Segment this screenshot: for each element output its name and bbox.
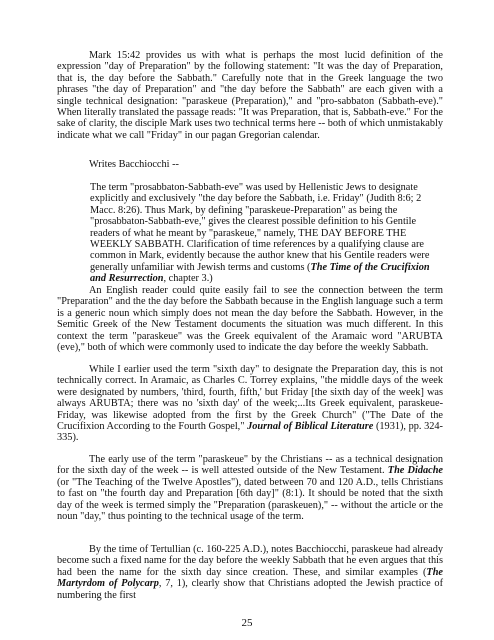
paragraph-tertullian bbox=[57, 544, 443, 601]
tertullian-text-a: By the time of Tertullian (c. 160-225 A.D.), notes Bacchiocchi, paraskeue had already become such a fixed name for the day before the weekly Sabbath that he even argues that this had been the name for the sixth day since creation. These, and similar examples ( bbox=[57, 544, 443, 578]
didache-text-a: The early use of the term "paraskeue" by the Christians -- as a technical designation for the sixth day of the week -- is well attested outside of the New Testament. bbox=[57, 454, 443, 477]
tertullian-text-b: , 7, 1), clearly show that Christians adopted the Jewish practice of numbering the first bbox=[57, 578, 444, 601]
paragraph-torrey bbox=[57, 364, 443, 444]
torrey-citation-tail: (1931), pp. 324-335). bbox=[57, 421, 443, 444]
paragraph-mark-definition: Mark 15:42 provides us with what is perhaps the most lucid definition of the expression "day of Preparation" by the following statement: "It was the day of Preparation, that is, the day before the Sabbath." Carefully note that in the Greek language the two phrases "the day of Preparation" and "the day before the Sabbath" are each given with a single technical designation: "paraskeue (Preparation)," and "pro-sabbaton (Sabbath-eve)." When literally translated the passage reads: "It was Preparation, that is, Sabbath-eve." For the sake of clarity, the disciple Mark uses two technical terms here -- both of which unmistakably indicate what we call "Friday" in our pagan Gregorian calendar. bbox=[57, 50, 443, 141]
quote-citation-tail: , chapter 3.) bbox=[163, 273, 213, 285]
block-quote-bacchiocchi bbox=[90, 182, 443, 285]
quote-text: The term "prosabbaton-Sabbath-eve" was used by Hellenistic Jews to designate explicitly and exclusively "the day before the Sabbath, i.e. Friday" (Judith 8:6; 2 Macc. 8:26). Thus Mark, by defining "paraskeue-Preparation" as being the "prosabbaton-Sabbath-eve," gives the clearest possible definition to his Gentile readers of what he meant by "paraskeue," namely, THE DAY BEFORE THE WEEKLY SABBATH. Clarification of time references by a qualifying clause are common in Mark, evidently because the author knew that his Gentile readers were generally unfamiliar with Jewish terms and customs ( bbox=[90, 182, 430, 273]
journal-title: Journal of Biblical Literature bbox=[247, 421, 374, 433]
martyrdom-title: The Martyrdom of Polycarp bbox=[57, 566, 443, 590]
paragraph-english-reader: An English reader could quite easily fail to see the connection between the term "Preparation" and the the day before the Sabbath because in the English language such a term is a generic noun which simply does not mean the day before the Sabbath. However, in the Semitic Greek of the New Testament documents the situation was much different. In this context the term "paraskeue" was the Greek equivalent of the Aramaic word "ARUBTA (eve)," both of which were commonly used to indicate the day before the weekly Sabbath. bbox=[57, 285, 443, 354]
torrey-text: While I earlier used the term "sixth day" to designate the Preparation day, this is not technically correct. In Aramaic, as Charles C. Torrey explains, "the middle days of the week were designated by numbers, 'third, fourth, fifth,' but Friday [the sixth day of the week] was always ARUBTA; there was no 'sixth day' of the week;...Its Greek equivalent, paraskeue-Friday, was likewise adopted from the first by the Greek Church" ("The Date of the Crucifixion According to the Fourth Gospel," bbox=[57, 364, 443, 433]
didache-text-b: (or "The Teaching of the Twelve Apostles"), dated between 70 and 120 A.D., tells Christians to fast on "the fourth day and Preparation [6th day]" (8:1). It should be noted that the sixth day of the week is termed simply the "Preparation (paraskeuen)," -- without the article or the noun "day," thus pointing to the technical usage of the term. bbox=[57, 476, 443, 523]
paragraph-didache bbox=[57, 454, 443, 522]
didache-title: The Didache bbox=[387, 465, 443, 477]
page-number: 25 bbox=[241, 617, 253, 629]
quote-book-title: The Time of the Crucifixion and Resurrection bbox=[90, 261, 430, 285]
paragraph-writes-bacchiocchi: Writes Bacchiocchi -- bbox=[89, 159, 179, 170]
